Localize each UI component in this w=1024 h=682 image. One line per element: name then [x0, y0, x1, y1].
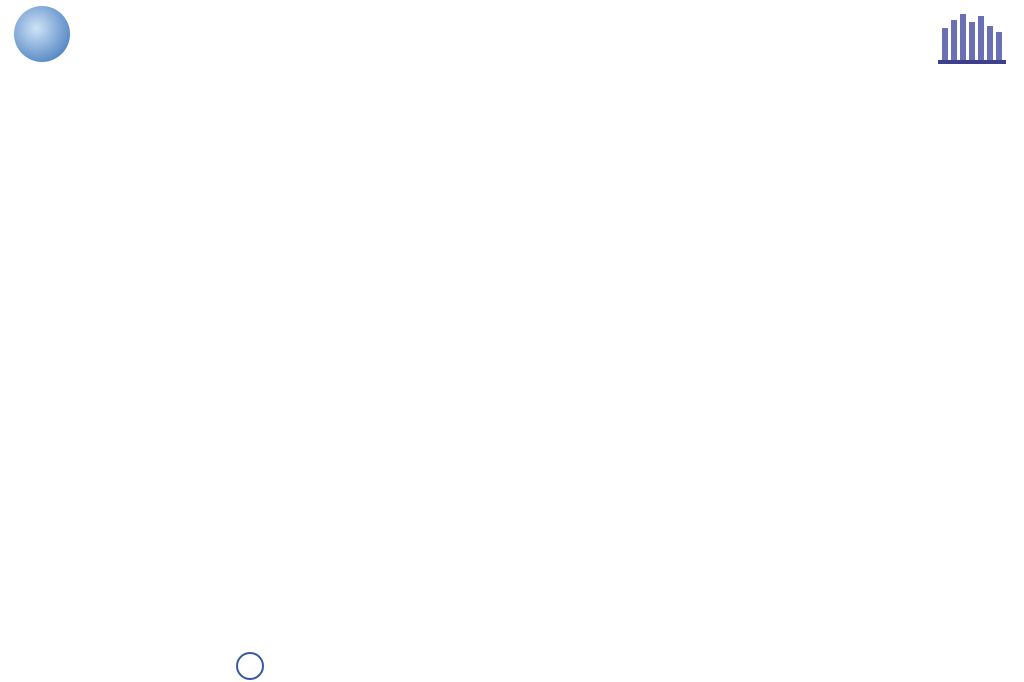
chart-column-cenozoic-mesozoic [58, 0, 280, 682]
chart-column-precambrian [762, 0, 972, 682]
chart-column-mesozoic-paleozoic [285, 0, 517, 682]
ccgm-logo [236, 652, 264, 680]
chart-column-paleozoic [528, 0, 758, 682]
